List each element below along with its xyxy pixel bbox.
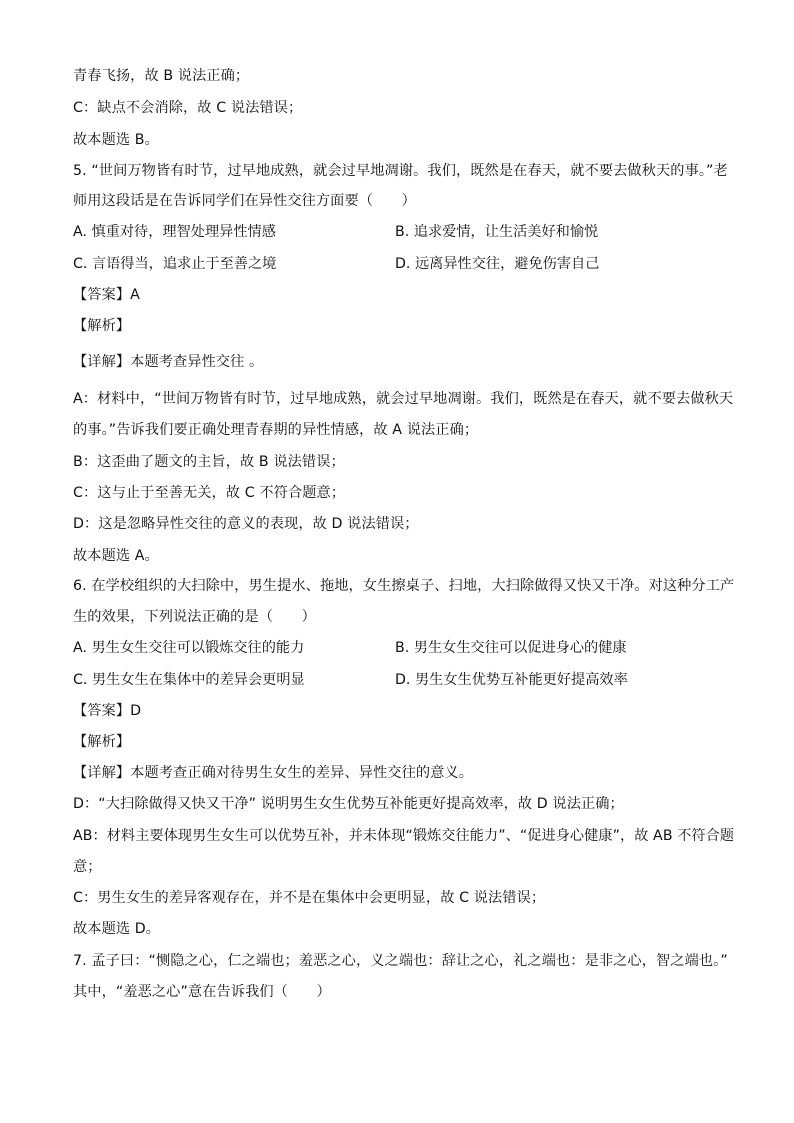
- question-7-stem: 7. 孟子曰：“恻隐之心，仁之端也；羞恶之心，义之端也：辞让之心，礼之端也：是非之心，智之端也。”: [73, 953, 728, 969]
- question-6-options-row-2: [73, 670, 733, 690]
- question-6-stem-cont: 生的效果，下列说法正确的是（ ）: [73, 609, 316, 625]
- text-line: 青春飞扬，故 B 说法正确；: [73, 68, 250, 84]
- detail-line: 【详解】本题考查正确对待男生女生的差异、异性交往的意义。: [73, 765, 474, 781]
- text-line: 的事。”告诉我们要正确处理青春期的异性情感，故 A 说法正确；: [73, 422, 479, 438]
- text-line: D：这是忽略异性交往的意义的表现，故 D 说法错误；: [73, 516, 419, 532]
- question-7-stem-cont: 其中，“羞恶之心”意在告诉我们（ ）: [73, 984, 331, 1000]
- answer-label: 【答案】D: [73, 703, 142, 719]
- analysis-label: 【解析】: [73, 318, 131, 334]
- question-5-options-row-1: [73, 222, 733, 242]
- answer-label: 【答案】A: [73, 287, 140, 303]
- text-line: 意；: [73, 859, 102, 875]
- text-line: A：材料中，“世间万物皆有时节，过早地成熟，就会过早地凋谢。我们，既然是在春天，就不要去做秋天: [73, 391, 734, 407]
- text-line: 故本题选 A。: [73, 548, 159, 564]
- text-line: 故本题选 B。: [73, 132, 159, 148]
- option-c: C. 言语得当，追求止于至善之境: [73, 256, 277, 272]
- text-line: D：“大扫除做得又快又干净” 说明男生女生优势互补能更好提高效率，故 D 说法正确；: [73, 796, 624, 812]
- question-5-stem: 5. “世间万物皆有时节，过早地成熟，就会过早地凋谢。我们，既然是在春天，就不要去做秋天的事。”老: [73, 163, 728, 179]
- analysis-label: 【解析】: [73, 734, 131, 750]
- question-5-stem-cont: 师用这段话是在告诉同学们在异性交往方面要（ ）: [73, 193, 416, 209]
- detail-line: 【详解】本题考查异性交往 。: [73, 354, 264, 370]
- option-a: A. 男生女生交往可以锻炼交往的能力: [73, 640, 305, 656]
- text-line: C：缺点不会消除，故 C 说法错误；: [73, 100, 303, 116]
- option-d: D. 远离异性交往，避免伤害自己: [395, 256, 600, 272]
- option-b: B. 男生女生交往可以促进身心的健康: [395, 640, 627, 656]
- text-line: C：男生女生的差异客观存在，并不是在集体中会更明显，故 C 说法错误；: [73, 890, 546, 906]
- question-6-options-row-1: [73, 638, 733, 658]
- text-line: 故本题选 D。: [73, 921, 161, 937]
- question-5-options-row-2: [73, 254, 733, 274]
- question-6-stem: 6. 在学校组织的大扫除中，男生提水、拖地，女生擦桌子、扫地，大扫除做得又快又干净。对这种分工产: [73, 578, 735, 594]
- option-a: A. 慎重对待，理智处理异性情感: [73, 224, 276, 240]
- text-line: B：这歪曲了题文的主旨，故 B 说法错误；: [73, 454, 345, 470]
- option-c: C. 男生女生在集体中的差异会更明显: [73, 672, 305, 688]
- option-d: D. 男生女生优势互补能更好提高效率: [395, 672, 628, 688]
- text-line: C：这与止于至善无关，故 C 不符合题意；: [73, 485, 346, 501]
- text-line: AB：材料主要体现男生女生可以优势互补，并未体现“锻炼交往能力”、“促进身心健康”，故 AB 不符合题: [73, 828, 735, 844]
- option-b: B. 追求爱情，让生活美好和愉悦: [395, 224, 599, 240]
